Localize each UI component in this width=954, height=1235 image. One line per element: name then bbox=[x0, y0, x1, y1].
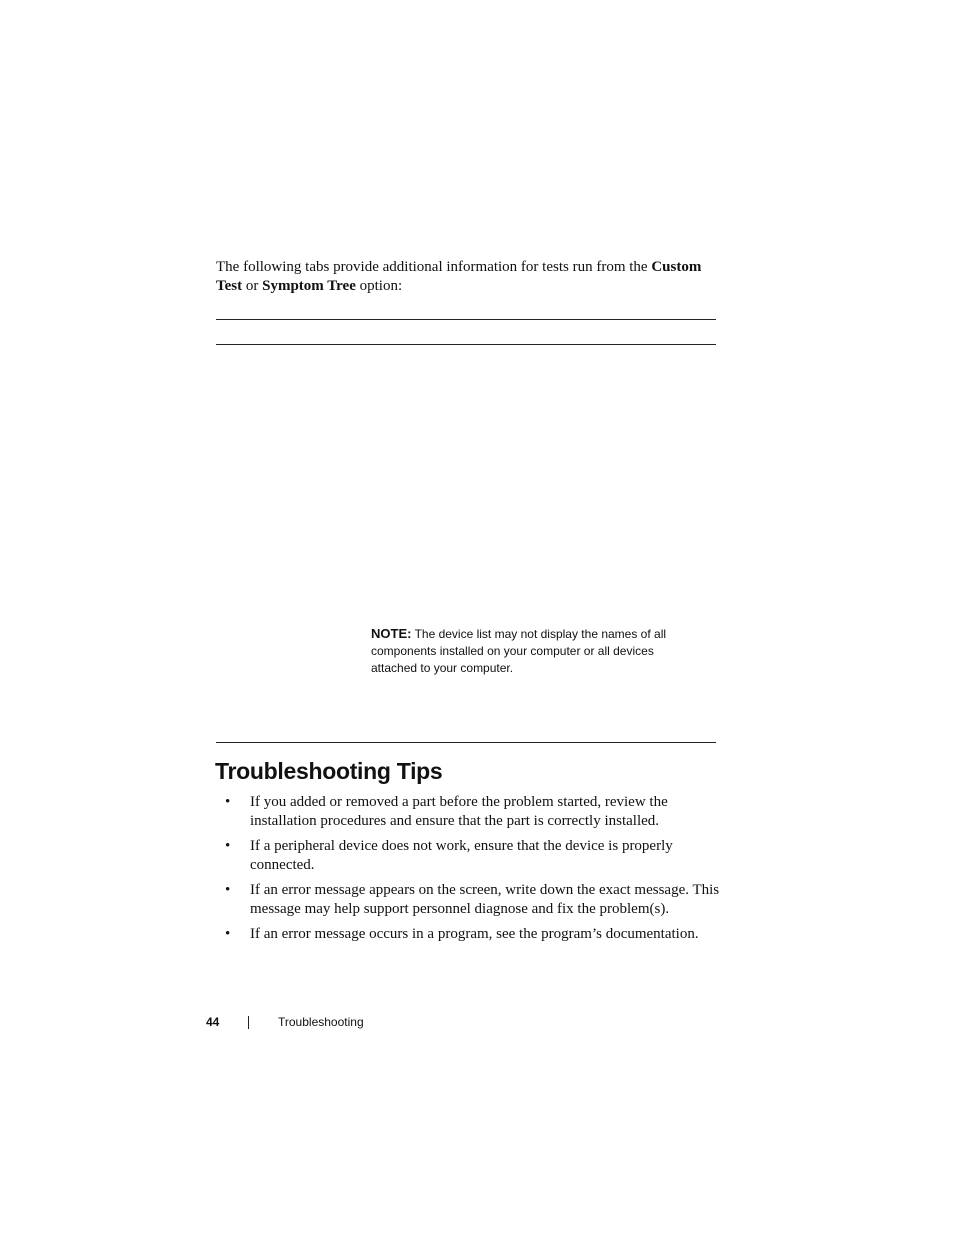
tips-list bbox=[216, 793, 726, 950]
list-item bbox=[216, 837, 726, 875]
note-block bbox=[371, 625, 691, 677]
list-item bbox=[216, 793, 726, 831]
list-item bbox=[216, 925, 726, 944]
intro-text-before: The following tabs provide additional information for tests run from the bbox=[216, 259, 652, 275]
section-heading: Troubleshooting Tips bbox=[215, 758, 443, 784]
bullet-icon: • bbox=[225, 926, 231, 942]
note-text: The device list may not display the names of all components installed on your computer or all devices attached to your computer. bbox=[371, 627, 667, 675]
intro-text-mid: or bbox=[242, 278, 263, 294]
footer-separator bbox=[248, 1016, 249, 1029]
list-item bbox=[216, 881, 726, 919]
section-divider bbox=[216, 742, 716, 743]
table-header-rule bbox=[216, 344, 716, 345]
list-item-text: If you added or removed a part before the problem started, review the installation procedures and ensure that the part is correctly installed. bbox=[250, 794, 668, 829]
intro-paragraph bbox=[216, 258, 716, 296]
list-item-text: If a peripheral device does not work, ensure that the device is properly connected. bbox=[250, 838, 673, 873]
custom-test-label: Custom Test bbox=[216, 259, 702, 294]
intro-text-after: option: bbox=[355, 278, 403, 294]
list-item-text: If an error message appears on the screen, write down the exact message. This message may help support personnel diagnose and fix the problem(s). bbox=[250, 882, 720, 917]
symptom-tree-label: Symptom Tree bbox=[262, 278, 356, 294]
footer-section-title: Troubleshooting bbox=[278, 1015, 364, 1029]
page-number: 44 bbox=[206, 1015, 220, 1029]
bullet-icon: • bbox=[225, 882, 231, 898]
bullet-icon: • bbox=[225, 794, 231, 810]
list-item-text: If an error message occurs in a program, see the program’s documentation. bbox=[250, 926, 699, 942]
table-top-rule bbox=[216, 319, 716, 320]
note-label: NOTE: bbox=[371, 626, 412, 641]
bullet-icon: • bbox=[225, 838, 231, 854]
